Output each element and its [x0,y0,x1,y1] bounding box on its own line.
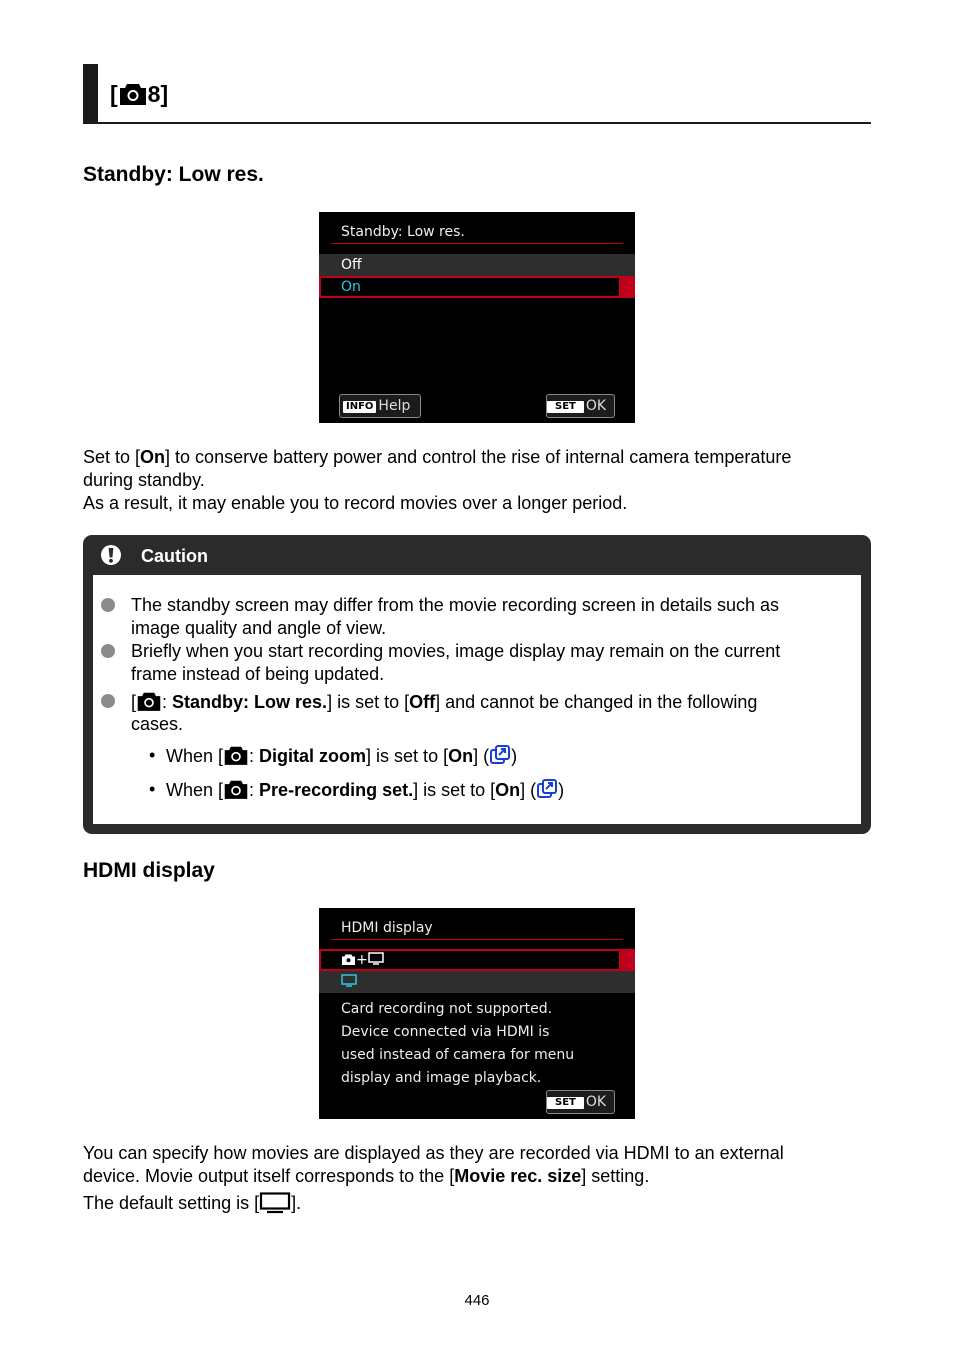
caution-item3-line1: [ : Standby: Low res.] is set to [Off] and cannot be changed in the following [131,692,758,712]
hdmi-desc-line1: You can specify how movies are displayed as they are recorded via HDMI to an external [83,1143,784,1163]
page-link-icon[interactable] [536,778,558,800]
section-heading-hdmi: HDMI display [83,859,215,882]
set-ok-button[interactable]: SET OK [546,394,615,418]
bullet-dot [101,694,115,708]
screen-title-rule [331,243,623,244]
info-help-button[interactable]: INFO Help [339,394,421,418]
page-number: 446 [464,1292,490,1309]
caution-item3-line2: cases. [131,714,184,734]
caution-item2-line2: frame instead of being updated. [131,664,385,684]
heading-rule [83,122,871,124]
hdmi-desc-line3: The default setting is [ ]. [83,1193,302,1213]
camera-icon [341,953,356,965]
screen-message-line: used instead of camera for menu [341,1047,575,1063]
caution-sub-item2: When [ : Pre-recording set.] is set to [On] ( ) [166,780,565,800]
section-heading-standby: Standby: Low res. [83,163,264,186]
monitor-icon [259,1192,291,1214]
caution-item1-line1: The standby screen may differ from the movie recording screen in details such as [131,595,779,615]
standby-desc-line3: As a result, it may enable you to record movies over a longer period. [83,493,628,513]
screen-message-line: Device connected via HDMI is [341,1024,550,1040]
menu-option-off[interactable]: Off [319,254,635,276]
caution-item2-line1: Briefly when you start recording movies, image display may remain on the current [131,641,781,661]
screen-title-rule [331,939,623,940]
hdmi-screen [319,908,635,1119]
sub-bullet: • [149,779,156,799]
camera-icon [223,744,249,765]
hdmi-desc-line2: device. Movie output itself corresponds to the [Movie rec. size] setting. [83,1166,650,1186]
page-link-icon[interactable] [489,744,511,766]
page-title: [ 8] [110,81,169,107]
screen-message-line: display and image playback. [341,1070,542,1086]
screen-title: HDMI display [341,920,433,936]
camera-icon [223,778,249,799]
standby-screen [319,212,635,423]
bullet-dot [101,598,115,612]
caution-icon [100,544,122,566]
monitor-icon [368,952,384,965]
menu-option-camera-and-monitor[interactable]: + [319,949,635,971]
bullet-dot [101,644,115,658]
caution-sub-item1: When [ : Digital zoom] is set to [On] ( ) [166,746,518,766]
standby-desc-line2: during standby. [83,470,205,490]
standby-desc-line1: Set to [On] to conserve battery power and control the rise of internal camera temperature [83,447,792,467]
screen-message-line: Card recording not supported. [341,1001,553,1017]
heading-bar [83,64,98,123]
caution-item1-line2: image quality and angle of view. [131,618,387,638]
monitor-icon [341,974,357,987]
menu-option-monitor[interactable] [319,971,635,993]
camera-icon [118,81,148,105]
caution-title: Caution [141,546,208,566]
set-ok-button[interactable]: SET OK [546,1090,615,1114]
menu-option-on[interactable]: On [319,276,635,298]
sub-bullet: • [149,745,156,765]
screen-title: Standby: Low res. [341,224,465,240]
camera-icon [136,690,162,711]
